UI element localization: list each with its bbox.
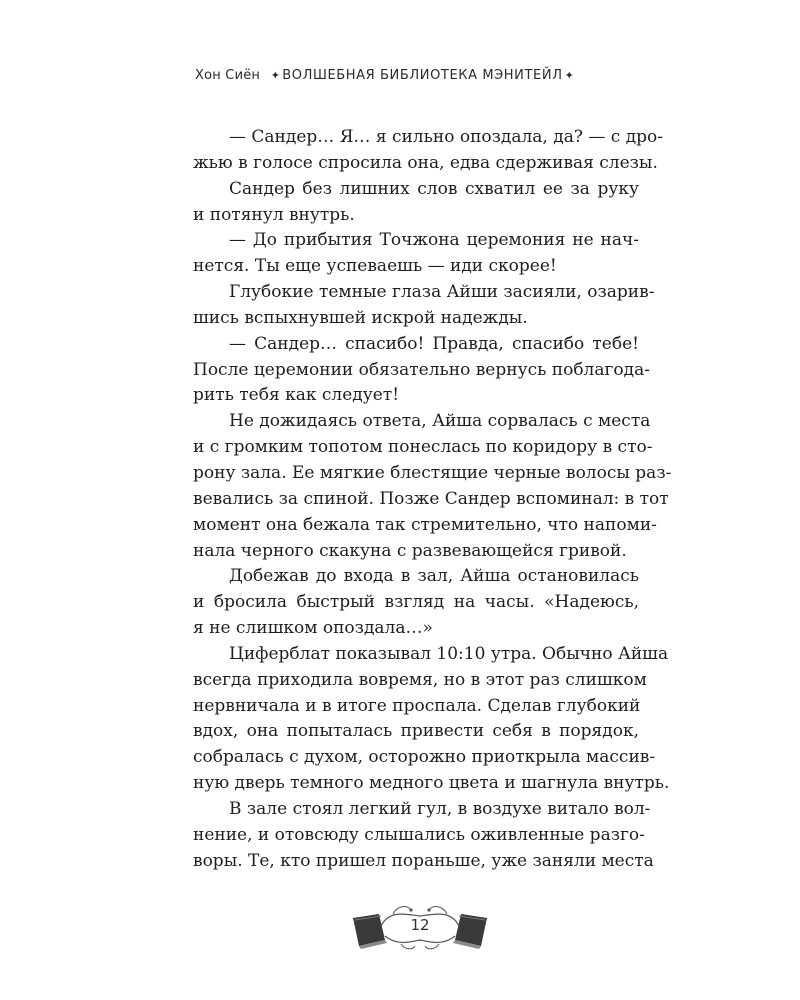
text-line: и с громким топотом понеслась по коридору в сто-	[193, 437, 653, 458]
text-line: я не слишком опоздала…»	[193, 618, 433, 639]
page-number: 12	[410, 916, 430, 934]
text-line: и бросила быстрый взгляд на часы. «Надеюсь,	[193, 592, 639, 613]
text-line: рить тебя как следует!	[193, 385, 400, 406]
text-line: собралась с духом, осторожно приоткрыла массив-	[193, 747, 656, 768]
text-line: нется. Ты еще успеваешь — иди скорее!	[193, 256, 557, 277]
text-line: шись вспыхнувшей искрой надежды.	[193, 307, 528, 328]
text-line: — Сандер… спасибо! Правда, спасибо тебе!	[229, 333, 639, 354]
text-line: момент она бежала так стремительно, что напоми-	[193, 514, 657, 535]
text-line: жью в голосе спросила она, едва сдерживая слезы.	[193, 152, 658, 173]
text-line: — Сандер… Я… я сильно опоздала, да? — с дро-	[229, 127, 664, 147]
text-line: ную дверь темного медного цвета и шагнула внутрь.	[193, 773, 670, 794]
text-line: В зале стоял легкий гул, в воздухе витало вол-	[229, 798, 651, 819]
star-ornament-right: ✦	[564, 69, 574, 82]
star-ornament-left: ✦	[270, 69, 281, 82]
text-line: — До прибытия Точжона церемония не нач-	[229, 230, 639, 251]
page-footer-ornament	[345, 896, 495, 958]
text-line: воры. Те, кто пришел пораньше, уже заняли места	[193, 850, 654, 871]
text-line: Сандер без лишних слов схватил ее за руку	[229, 178, 639, 199]
text-line: и потянул внутрь.	[193, 204, 355, 225]
text-line: Добежав до входа в зал, Айша остановилась	[229, 566, 639, 587]
text-line: нение, и отовсюду слышались оживленные разго-	[193, 824, 645, 845]
text-line: Глубокие темные глаза Айши засияли, озарив-	[229, 282, 655, 303]
text-line: рону зала. Ее мягкие блестящие черные волосы раз-	[193, 462, 672, 483]
text-line: вдох, она попыталась привести себя в порядок,	[193, 721, 639, 742]
book-title: ВОЛШЕБНАЯ БИБЛИОТЕКА МЭНИТЕЙЛ	[282, 68, 563, 83]
body-text	[193, 125, 672, 874]
running-header	[195, 68, 576, 83]
text-line: Циферблат показывал 10:10 утра. Обычно Айша	[229, 643, 669, 664]
author-name: Хон Сиён	[195, 68, 261, 83]
text-line: После церемонии обязательно вернусь поблагода-	[193, 359, 650, 380]
text-line: Не дожидаясь ответа, Айша сорвалась с места	[229, 411, 651, 432]
text-line: всегда приходила вовремя, но в этот раз слишком	[193, 669, 647, 690]
text-line: вевались за спиной. Позже Сандер вспоминал: в тот	[193, 488, 669, 509]
text-line: нала черного скакуна с развевающейся гривой.	[193, 540, 627, 561]
text-line: нервничала и в итоге проспала. Сделав глубокий	[193, 695, 641, 716]
